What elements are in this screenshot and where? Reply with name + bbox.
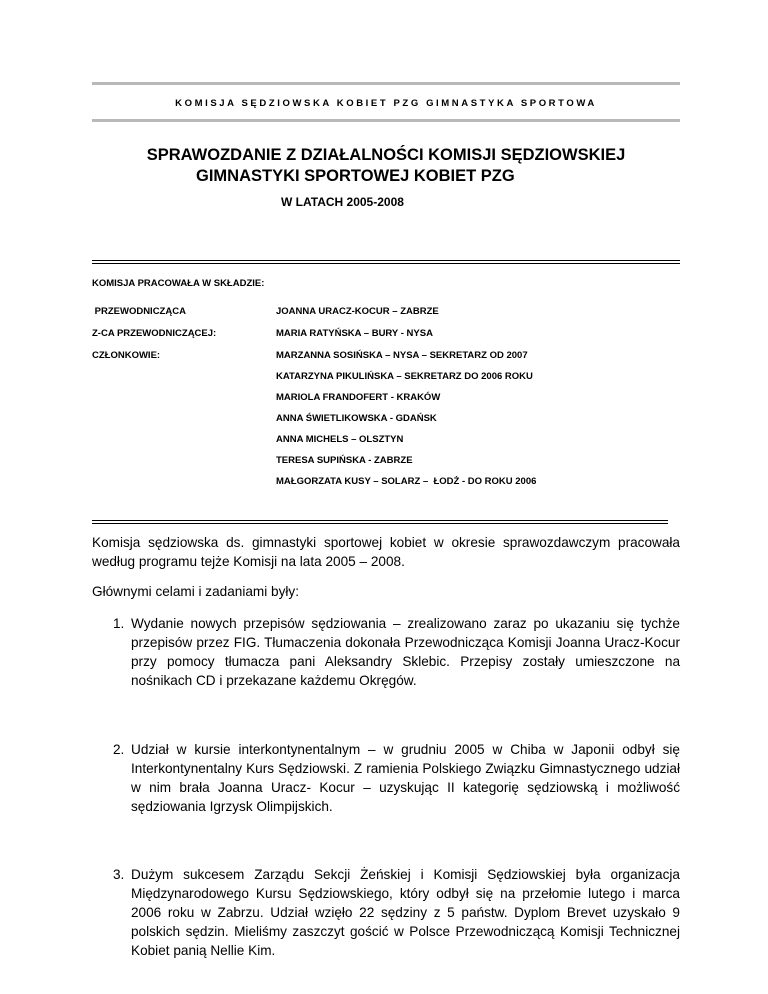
member-item: MAŁGORZATA KUSY – SOLARZ – ŁODŻ - DO ROKU 2006 [276, 476, 537, 487]
member-item: MARZANNA SOSIŃSKA – NYSA – SEKRETARZ OD 2007 [276, 350, 528, 361]
list-item-text: Udział w kursie interkontynentalnym – w grudniu 2005 w Chiba w Japonii odbył się Interkontynentalny Kurs Sędziowski. Z ramienia Polskiego Związku Gimnastycznego udział w nim brała Joanna Uracz- Kocur – uzyskując II kategorię sędziowską i możliwość sędziowania Igrzysk Olimpijskich. [131, 742, 680, 814]
chair-label: PRZEWODNICZĄCA [92, 306, 186, 317]
list-item-number: 3. [113, 867, 125, 882]
members-label: CZŁONKOWIE: [92, 350, 161, 361]
composition-heading: KOMISJA PRACOWAŁA W SKŁADZIE: [92, 278, 265, 289]
list-item [92, 614, 680, 740]
list-item-text: Wydanie nowych przepisów sędziowania – zrealizowano zaraz po ukazaniu się tychże przepisów przez FIG. Tłumaczenia dokonała Przewodnicząca Komisji Joanna Uracz-Kocur przy pomocy tłumacza pani Aleksandry Sklebic. Przepisy zostały umieszczone na nośnikach CD i przekazane każdemu Okręgów. [131, 616, 680, 688]
deputy-name: MARIA RATYŃSKA – BURY - NYSA [276, 328, 433, 339]
member-item: TERESA SUPIŃSKA - ZABRZE [276, 455, 413, 466]
organization-header: KOMISJA SĘDZIOWSKA KOBIET PZG GIMNASTYKA SPORTOWA [175, 98, 597, 109]
goals-heading: Głównymi celami i zadaniami były: [92, 584, 299, 599]
member-item: MARIOLA FRANDOFERT - KRAKÓW [276, 392, 441, 403]
report-period: W LATACH 2005-2008 [281, 195, 404, 209]
list-item-text: Dużym sukcesem Zarządu Sekcji Żeńskiej i Komisji Sędziowskiej była organizacja Międzynarodowego Kursu Sędziowskiego, który odbył się na przełomie lutego i marca 2006 roku w Zabrzu. Udział wzięło 22 sędziny z 5 państw. Dyplom Brevet uzyskało 9 polskich sędzin. Mieliśmy zaszczyt gościć w Polsce Przewodniczącą Komisji Technicznej Kobiet panią Nellie Kim. [131, 867, 680, 958]
member-item: ANNA ŚWIETLIKOWSKA - GDAŃSK [276, 413, 437, 424]
member-item: KATARZYNA PIKULIŃSKA – SEKRETARZ DO 2006 ROKU [276, 371, 533, 382]
member-item: ANNA MICHELS – OLSZTYN [276, 434, 404, 445]
intro-paragraph: Komisja sędziowska ds. gimnastyki sportowej kobiet w okresie sprawozdawczym pracowała według programu tejże Komisji na lata 2005 – 2008. [92, 535, 680, 569]
deputy-label: Z-CA PRZEWODNICZĄCEJ: [92, 328, 217, 339]
list-item-number: 2. [113, 742, 125, 757]
list-item [92, 740, 680, 865]
section-divider-bottom [92, 520, 668, 524]
list-item-number: 1. [113, 616, 125, 631]
list-item [92, 865, 680, 960]
section-divider-top [92, 260, 680, 264]
header-bottom-rule [92, 119, 680, 122]
header-top-rule [92, 82, 680, 85]
report-title-line-2: GIMNASTYKI SPORTOWEJ KOBIET PZG [196, 167, 515, 185]
report-title-line-1: SPRAWOZDANIE Z DZIAŁALNOŚCI KOMISJI SĘDZIOWSKIEJ [146, 146, 626, 164]
goals-list [92, 614, 680, 960]
chair-name: JOANNA URACZ-KOCUR – ZABRZE [276, 306, 439, 317]
